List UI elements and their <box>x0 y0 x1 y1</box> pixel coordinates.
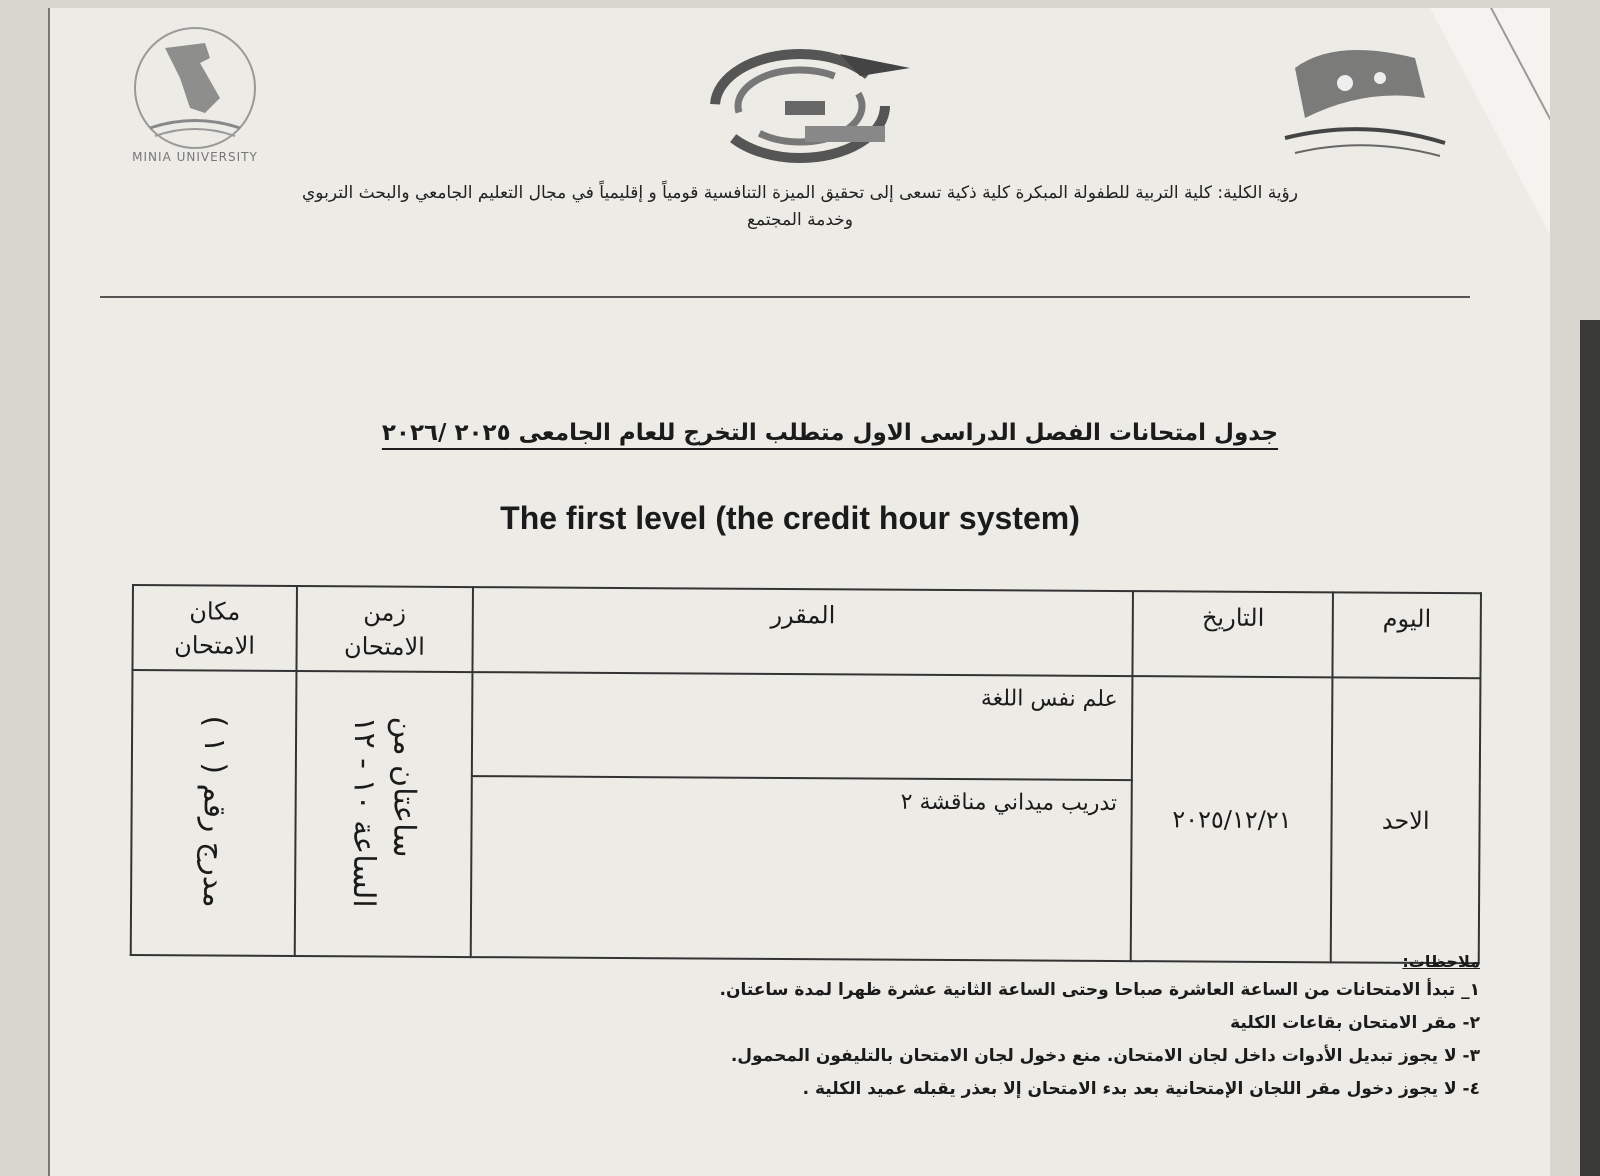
note-item: ٤- لا يجوز دخول مقر اللجان الإمتحانية بعد بدء الامتحان إلا بعذر يقبله عميد الكلية . <box>802 1079 1480 1099</box>
cell-time <box>295 671 473 957</box>
quality-unit-logo <box>690 46 920 178</box>
header-time-label: زمن الامتحان <box>343 598 425 661</box>
note-item: ٣- لا يجوز تبديل الأدوات داخل لجان الامتحان. منع دخول لجان الامتحان بالتليفون المحمول. <box>730 1046 1480 1066</box>
background-edge <box>1580 320 1600 1176</box>
quality-unit-emblem-icon <box>690 46 920 178</box>
university-caption: MINIA UNIVERSITY <box>132 150 258 164</box>
header-day: اليوم <box>1333 592 1481 678</box>
notes-title: ملاحظات: <box>1402 952 1480 971</box>
schedule-title-english: The first level (the credit hour system) <box>500 500 1080 536</box>
faculty-vision: رؤية الكلية: كلية التربية للطفولة المبكرة كلية ذكية تسعى إلى تحقيق الميزة التنافسية قومياً و إقليمياً في مجال التعليم الجامعي والبحث التربوي وخدمة المجتمع <box>302 183 1298 230</box>
cell-day: الاحد <box>1331 678 1481 964</box>
table-header-row <box>132 585 1480 679</box>
cell-course-2: تدريب ميداني مناقشة ٢ <box>470 776 1132 961</box>
schedule-title-arabic: جدول امتحانات الفصل الدراسى الاول متطلب التخرج للعام الجامعى ٢٠٢٥ /٢٠٢٦ <box>381 420 1279 446</box>
header-place-label: مكان الامتحان <box>174 597 256 660</box>
table-row <box>132 670 1481 782</box>
header-place <box>132 585 296 671</box>
header-time <box>296 586 472 672</box>
cell-course-1: علم نفس اللغة <box>472 672 1133 780</box>
faculty-logo <box>1275 28 1455 168</box>
faculty-emblem-icon <box>1275 28 1455 168</box>
notes-section <box>610 950 1480 1106</box>
cell-date: ٢٠٢٥/١٢/٢١ <box>1131 676 1333 962</box>
header-course: المقرر <box>472 587 1133 676</box>
exam-time-text: ساعتان من الساعة ١٠ - ١٢ <box>345 716 423 908</box>
exam-place-text: مدرج رقم ( ١ ) <box>195 715 233 908</box>
document-page <box>48 8 1550 1176</box>
header-date: التاريخ <box>1133 591 1333 678</box>
note-item: ١_ تبدأ الامتحانات من الساعة العاشرة صباحا وحتى الساعة الثانية عشرة ظهرا لمدة ساعتان. <box>719 980 1480 1000</box>
header-divider <box>100 296 1470 298</box>
minia-university-logo <box>110 18 280 168</box>
note-item: ٢- مقر الامتحان بقاعات الكلية <box>1230 1013 1480 1033</box>
university-emblem-icon <box>110 18 280 168</box>
cell-place <box>131 670 297 956</box>
exam-schedule-table <box>130 584 1482 964</box>
